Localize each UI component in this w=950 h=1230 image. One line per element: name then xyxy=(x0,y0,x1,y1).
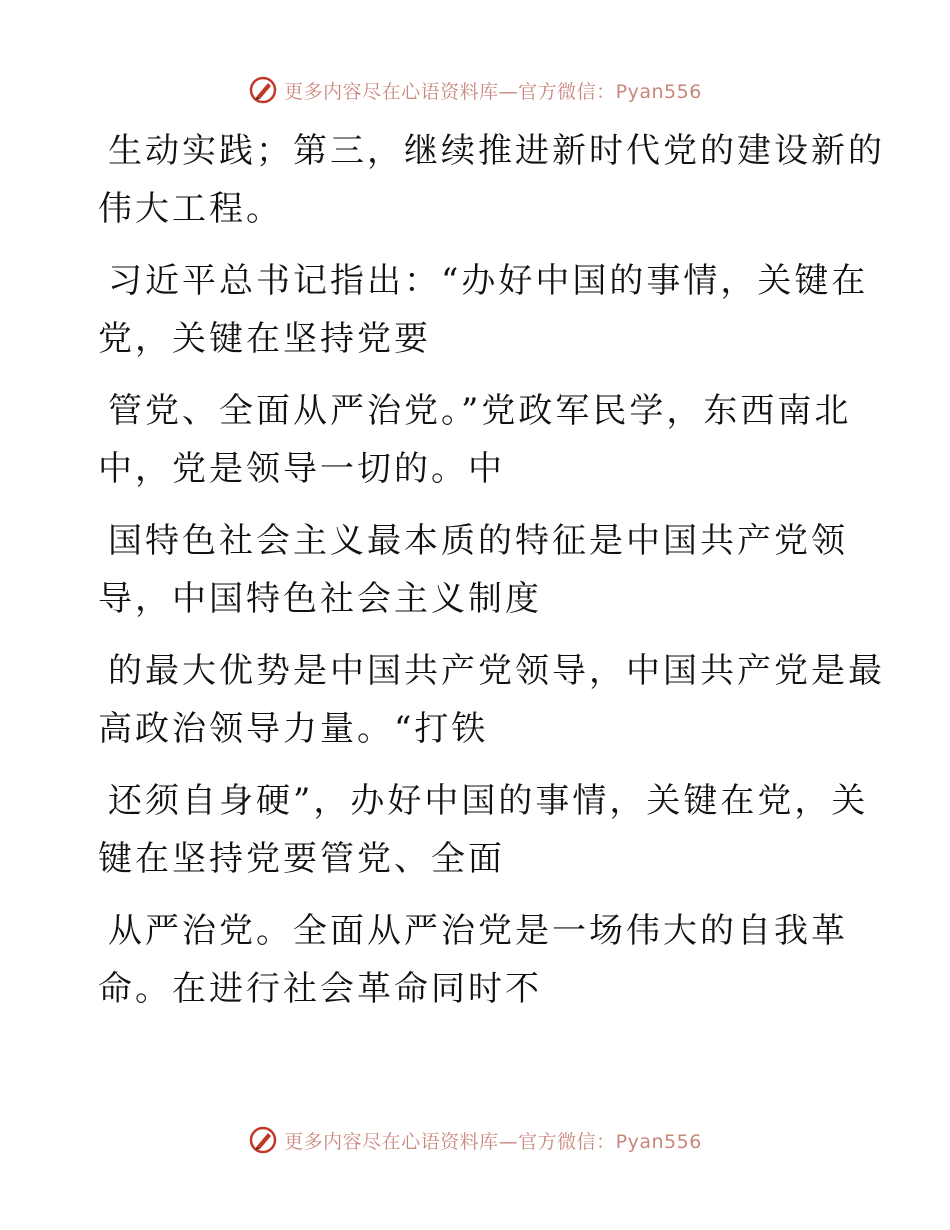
paragraph xyxy=(98,382,852,498)
text-line: 伟大工程。 xyxy=(98,189,283,229)
footer-watermark xyxy=(0,1120,950,1160)
header-watermark xyxy=(0,70,950,110)
watermark-text: 更多内容尽在心语资料库—官方微信：Pyan556 xyxy=(284,1130,702,1153)
text-line: 导，中国特色社会主义制度 xyxy=(98,579,542,619)
paragraph xyxy=(98,512,848,628)
paragraph xyxy=(98,252,869,368)
text-line: 的最大优势是中国共产党领导，中国共产党是最 xyxy=(108,651,885,691)
text-line: 还须自身硬”，办好中国的事情，关键在党，关 xyxy=(108,781,869,821)
text-line: 高政治领导力量。“打铁 xyxy=(98,709,489,749)
text-line: 键在坚持党要管党、全面 xyxy=(98,839,505,879)
text-line: 习近平总书记指出：“办好中国的事情，关键在 xyxy=(108,261,869,301)
text-line: 管党、全面从严治党。”党政军民学，东西南北 xyxy=(108,391,852,431)
text-line: 命。在进行社会革命同时不 xyxy=(98,969,542,1009)
text-line: 党，关键在坚持党要 xyxy=(98,319,431,359)
text-line: 生动实践；第三，继续推进新时代党的建设新的 xyxy=(108,131,885,171)
paragraph xyxy=(98,122,885,238)
watermark-text: 更多内容尽在心语资料库—官方微信：Pyan556 xyxy=(284,80,702,103)
text-line: 中，党是领导一切的。中 xyxy=(98,449,505,489)
text-line: 从严治党。全面从严治党是一场伟大的自我革 xyxy=(108,911,848,951)
pen-logo-icon xyxy=(248,75,278,105)
pen-logo-icon xyxy=(248,1125,278,1155)
text-line: 国特色社会主义最本质的特征是中国共产党领 xyxy=(108,521,848,561)
paragraph xyxy=(98,772,869,888)
document-body xyxy=(98,122,885,1032)
paragraph xyxy=(98,902,848,1018)
paragraph xyxy=(98,642,885,758)
